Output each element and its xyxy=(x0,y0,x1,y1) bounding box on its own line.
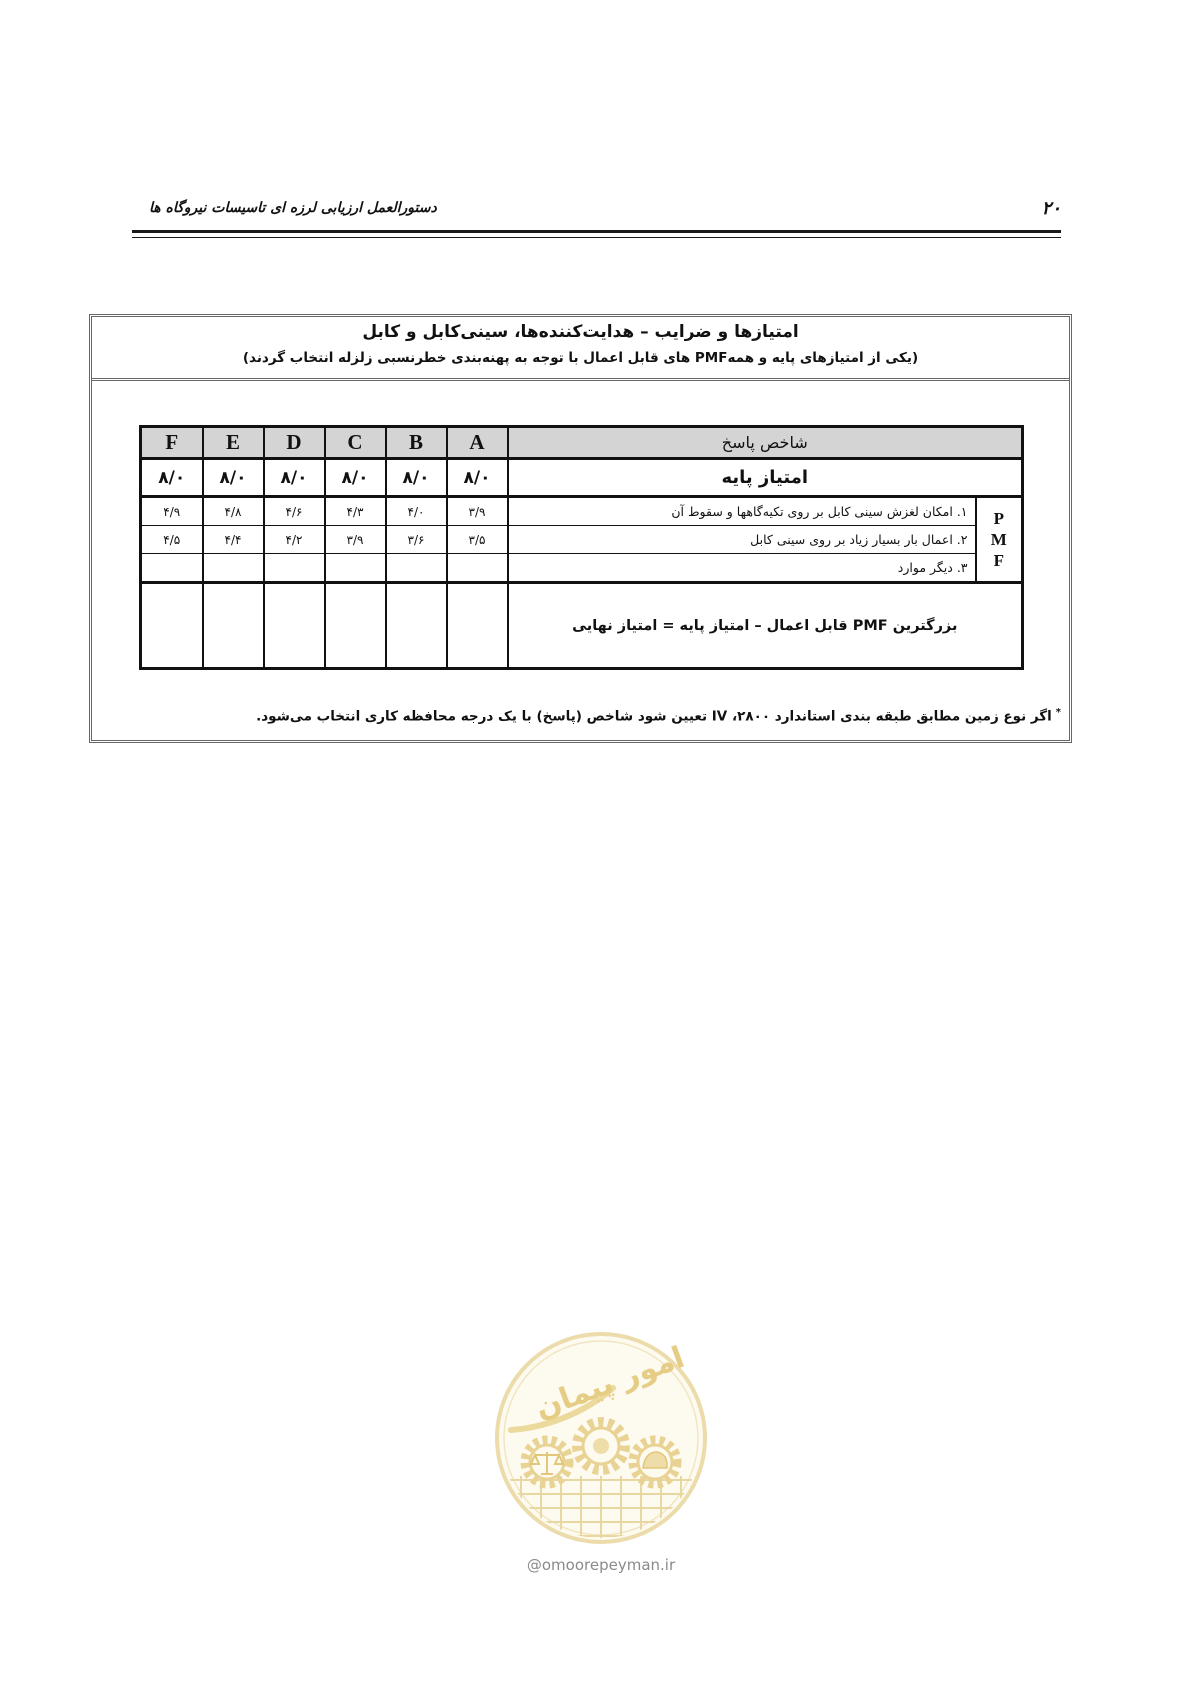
pmf-score-cell xyxy=(141,554,203,583)
footnote-text: اگر نوع زمین مطابق طبقه بندی استاندارد ۲۸۰۰، IV تعیین شود شاخص (پاسخ) با یک درجه محافظه کاری انتخاب می‌شود. xyxy=(256,708,1052,725)
base-score-cell: ۸/۰ xyxy=(264,459,325,497)
pmf-score-cell xyxy=(264,554,325,583)
final-score-cell xyxy=(447,583,508,669)
pmf-row-label: ۳. دیگر موارد xyxy=(508,554,976,583)
base-score-cell: ۸/۰ xyxy=(141,459,203,497)
pmf-score-cell: ۳/۶ xyxy=(386,526,447,554)
column-header-a: A xyxy=(447,427,508,459)
final-score-cell xyxy=(203,583,264,669)
response-index-header: شاخص پاسخ xyxy=(508,427,1023,459)
pmf-letter: M xyxy=(990,530,1007,549)
final-score-cell xyxy=(386,583,447,669)
pmf-letter: P xyxy=(993,509,1004,528)
pmf-score-cell: ۴/۰ xyxy=(386,497,447,526)
scores-box-title: امتیازها و ضرایب – هدایت‌کننده‌ها، سینی‌کابل و کابل xyxy=(362,322,799,342)
pmf-row xyxy=(141,554,1023,583)
pmf-score-cell: ۳/۹ xyxy=(325,526,386,554)
base-score-cell: ۸/۰ xyxy=(203,459,264,497)
final-score-row xyxy=(141,583,1023,669)
base-score-label: امتیاز پایه xyxy=(508,459,1023,497)
base-score-cell: ۸/۰ xyxy=(386,459,447,497)
pmf-score-cell xyxy=(203,554,264,583)
final-score-cell xyxy=(325,583,386,669)
footnote-marker: * xyxy=(1055,707,1061,718)
pmf-letter: F xyxy=(993,551,1004,570)
pmf-score-cell xyxy=(325,554,386,583)
pmf-score-cell: ۳/۹ xyxy=(447,497,508,526)
scores-box-subtitle: (یکی از امتیازهای پایه و همهPMF های قابل اعمال با توجه به پهنه‌بندی خطرنسبی زلزله انتخاب گردند) xyxy=(242,350,919,366)
pmf-score-cell: ۴/۳ xyxy=(325,497,386,526)
header-double-rule xyxy=(132,230,1061,239)
pmf-score-cell: ۴/۶ xyxy=(264,497,325,526)
final-score-cell xyxy=(264,583,325,669)
column-header-e: E xyxy=(203,427,264,459)
base-score-row xyxy=(141,459,1023,497)
pmf-score-cell: ۳/۵ xyxy=(447,526,508,554)
scores-box-heading xyxy=(92,317,1069,381)
final-score-formula: بزرگترین PMF قابل اعمال – امتیاز پایه = امتیاز نهایی xyxy=(508,583,1023,669)
pmf-row-label: ۱. امکان لغزش سینی کابل بر روی تکیه‌گاهها و سقوط آن xyxy=(508,497,976,526)
pmf-score-cell xyxy=(386,554,447,583)
column-header-c: C xyxy=(325,427,386,459)
table-header-row xyxy=(141,427,1023,459)
pmf-label-cell xyxy=(976,497,1023,583)
running-header-title: دستورالعمل ارزیابی لرزه ای تاسیسات نیروگاه ها xyxy=(149,200,437,216)
base-score-cell: ۸/۰ xyxy=(325,459,386,497)
watermark-logo xyxy=(493,1330,709,1546)
final-score-cell xyxy=(141,583,203,669)
watermark-handle: @omoorepeyman.ir xyxy=(526,1556,676,1574)
scores-box xyxy=(89,314,1072,743)
page-number: ۲۰ xyxy=(1041,198,1061,219)
footnote xyxy=(256,707,1061,725)
pmf-score-cell: ۴/۴ xyxy=(203,526,264,554)
pmf-row xyxy=(141,497,1023,526)
pmf-score-cell xyxy=(447,554,508,583)
logo-lettering: امور پیمان xyxy=(530,1339,689,1427)
scores-table xyxy=(139,425,1024,670)
pmf-score-cell: ۴/۸ xyxy=(203,497,264,526)
pmf-score-cell: ۴/۲ xyxy=(264,526,325,554)
column-header-f: F xyxy=(141,427,203,459)
column-header-d: D xyxy=(264,427,325,459)
pmf-score-cell: ۴/۹ xyxy=(141,497,203,526)
base-score-cell: ۸/۰ xyxy=(447,459,508,497)
column-header-b: B xyxy=(386,427,447,459)
pmf-row xyxy=(141,526,1023,554)
pmf-row-label: ۲. اعمال بار بسیار زیاد بر روی سینی کابل xyxy=(508,526,976,554)
pmf-score-cell: ۴/۵ xyxy=(141,526,203,554)
